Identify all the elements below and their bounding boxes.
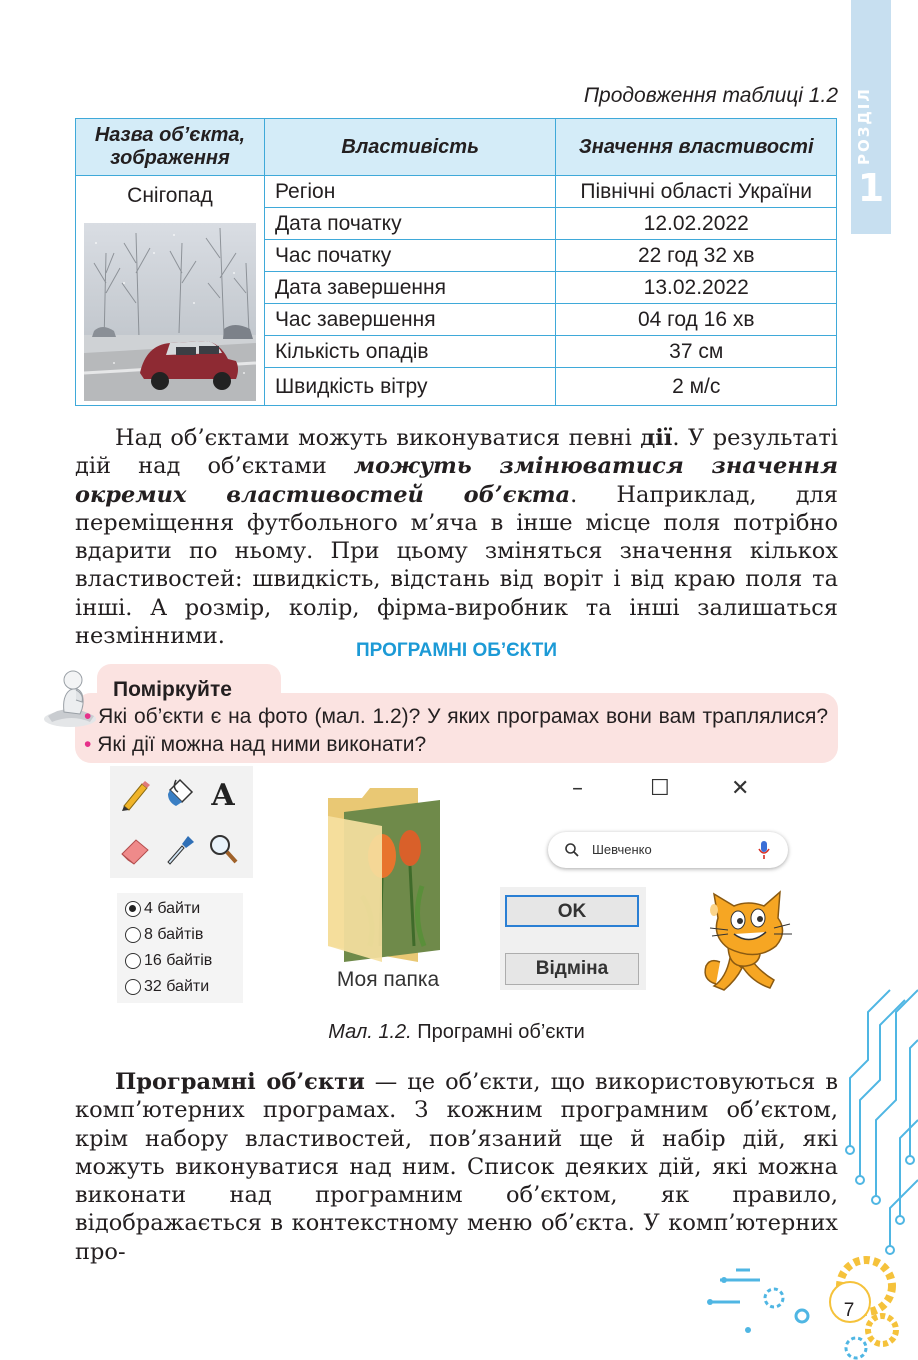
property-cell: Дата завершення xyxy=(264,272,556,304)
radio-label: 8 байтів xyxy=(144,926,204,943)
properties-table xyxy=(75,118,837,406)
header-property: Властивість xyxy=(264,119,556,176)
value-cell: 04 год 16 хв xyxy=(556,304,837,336)
emphasis-text: можуть змінюватися значення окремих властивостей об’єкта xyxy=(75,453,838,508)
object-name: Снігопад xyxy=(127,184,213,207)
value-cell: Північні області України xyxy=(556,176,837,208)
property-cell: Швидкість вітру xyxy=(264,368,556,406)
term-actions: дії xyxy=(640,425,673,451)
radio-selected-icon[interactable] xyxy=(125,901,141,917)
section-tab xyxy=(851,0,891,234)
radio-icon[interactable] xyxy=(125,979,141,995)
radio-option[interactable] xyxy=(125,949,212,973)
paint-tools-panel xyxy=(110,766,253,878)
value-cell: 2 м/с xyxy=(556,368,837,406)
folder-icon[interactable] xyxy=(322,786,454,962)
value-cell: 13.02.2022 xyxy=(556,272,837,304)
maximize-icon[interactable]: ☐ xyxy=(650,776,670,801)
property-cell: Регіон xyxy=(264,176,556,208)
radio-icon[interactable] xyxy=(125,953,141,969)
cancel-button[interactable]: Відміна xyxy=(505,953,639,985)
svg-text:A: A xyxy=(211,778,235,810)
term-program-objects: Програмні об’єкти xyxy=(115,1069,365,1095)
figure-number: Мал. 1.2. xyxy=(328,1021,412,1043)
bullet-icon: • xyxy=(84,705,92,728)
radio-icon[interactable] xyxy=(125,927,141,943)
paragraph-text: — це об’єкти, що використовуються в комп’ютерних програмах. З кожним програмним об’єктом, крім набору властивостей, пов’язаний ще й набір дій, які можуть виконуватися над ним. Список деяких дій, які можна виконати над програмним об’єктом, як правило, відображається в контекстному меню об’єкта. У комп’ютерних про- xyxy=(75,1069,838,1265)
eraser-icon[interactable] xyxy=(118,832,152,866)
table-caption: Продовження таблиці 1.2 xyxy=(583,84,838,107)
table-row xyxy=(76,176,837,208)
question-text: Які дії можна над ними виконати? xyxy=(91,733,427,756)
pencil-icon[interactable] xyxy=(118,778,152,812)
think-title: Поміркуйте xyxy=(113,678,232,701)
dialog-buttons-panel xyxy=(500,887,646,990)
text-tool-icon[interactable] xyxy=(206,776,240,810)
microphone-icon[interactable] xyxy=(757,840,771,860)
search-icon xyxy=(564,842,580,858)
radio-group xyxy=(117,893,243,1003)
snowfall-photo xyxy=(84,223,256,401)
paragraph-text: Над об’єктами можуть виконуватися певні xyxy=(115,425,641,451)
property-cell: Дата початку xyxy=(264,208,556,240)
paragraph-text: . Наприклад, для переміщення футбольного м’яча в інше місце поля потрібно вдарити по ньому. При цьому зміняться значення кількох властивостей: швидкість, відстань від воріт і від краю поля та інші. А розмір, колір, фірма-виробник та інші залишаться незмінними. xyxy=(75,481,838,650)
radio-option[interactable] xyxy=(125,897,200,921)
value-cell: 37 см xyxy=(556,336,837,368)
radio-label: 4 байти xyxy=(144,900,201,917)
close-icon[interactable]: ✕ xyxy=(731,776,750,801)
property-cell: Час початку xyxy=(264,240,556,272)
fill-bucket-icon[interactable] xyxy=(162,776,196,810)
ok-button[interactable]: OK xyxy=(505,895,639,927)
bullet-icon: • xyxy=(84,733,92,756)
section-tab-label: РОЗДІЛ xyxy=(855,87,873,165)
header-object: Назва об’єкта, зображення xyxy=(76,119,265,176)
paragraph-text: . У результаті дій над об’єктами xyxy=(75,425,838,480)
radio-option[interactable] xyxy=(125,975,209,999)
value-cell: 22 год 32 хв xyxy=(556,240,837,272)
property-cell: Час завершення xyxy=(264,304,556,336)
radio-label: 32 байти xyxy=(144,978,210,995)
page-number: 7 xyxy=(843,1300,855,1321)
section-heading: ПРОГРАМНІ ОБ’ЄКТИ xyxy=(355,640,558,661)
think-questions xyxy=(84,703,828,759)
figure-title: Програмні об’єкти xyxy=(411,1021,585,1043)
radio-label: 16 байтів xyxy=(144,952,213,969)
minimize-icon[interactable]: – xyxy=(572,776,583,801)
circuit-decoration xyxy=(700,980,918,1360)
search-field[interactable] xyxy=(548,832,788,868)
value-cell: 12.02.2022 xyxy=(556,208,837,240)
property-cell: Кількість опадів xyxy=(264,336,556,368)
header-value: Значення властивості xyxy=(556,119,837,176)
table-header-row xyxy=(76,119,837,176)
search-query: Шевченко xyxy=(592,842,652,857)
folder-label: Моя папка xyxy=(336,968,440,991)
question-text: Які об’єкти є на фото (мал. 1.2)? У яких програмах вони вам траплялися? xyxy=(91,705,828,728)
object-cell xyxy=(76,176,265,406)
magnifier-icon[interactable] xyxy=(206,832,240,866)
section-tab-number: 1 xyxy=(857,166,885,210)
color-picker-icon[interactable] xyxy=(162,832,196,866)
paragraph-actions xyxy=(75,424,838,650)
radio-option[interactable] xyxy=(125,923,203,947)
